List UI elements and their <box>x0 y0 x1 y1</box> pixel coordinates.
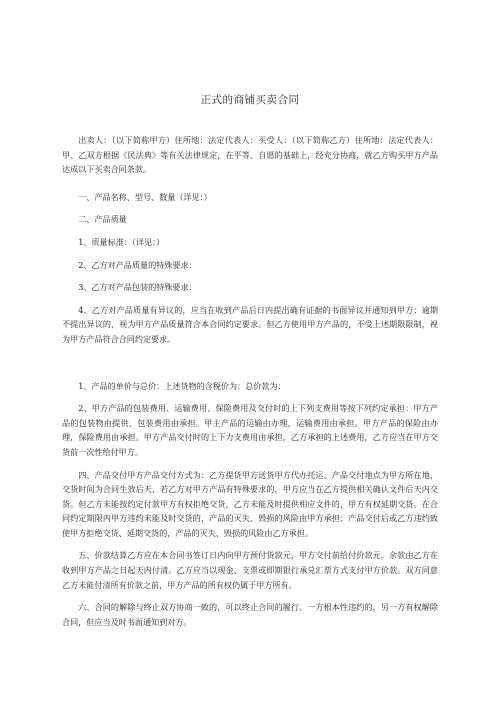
paragraph-section-1: 一、产品名称、型号、数量（详见：） <box>78 191 212 202</box>
paragraph-quality-standard: 1、质量标准：（详见：） <box>78 236 165 247</box>
paragraph-termination: 六、合同的解除与终止双方协商一致的，可以终止合同的履行。一方根本性违约的，另一方有权解除合同，但应当及时书面通知到对方。 <box>62 602 438 627</box>
paragraph-settlement: 五、价款结算乙方应在本合同书签订日内向甲方预付货款元，甲方交付前给付价款元，余款由乙方在收到甲方产品之日起天内付清。乙方应当以现金、支票或即期银行承兑汇票方式支付甲方价款。双方同意乙方未能付清所有价款之前，甲方产品的所有权仍属于甲方所有。 <box>62 550 438 590</box>
paragraph-quality-objection: 4、乙方对产品质量有异议的，应当在收到产品后日内提出确有证据的书面异议并通知到甲方；逾期不提出异议的，视为甲方产品质量符合本合同约定要求。但乙方使用甲方产品的，不受上述期限限制，视为甲方产品符合合同约定要求。 <box>62 304 438 344</box>
paragraph-parties: 出卖人：（以下简称甲方）住所地：法定代表人：买受人：（以下简称乙方）住所地：法定代表人：甲、乙双方根据《民法典》等有关法律规定，在平等、自愿的基础上，经充分协商，就乙方购买甲方产品达成以下买卖合同条款。 <box>62 135 438 175</box>
paragraph-section-2: 二、产品质量 <box>78 214 127 225</box>
paragraph-unit-price: 1、产品的单价与总价：上述货物的含税价为：总价款为： <box>78 380 286 391</box>
paragraph-quality-requirements: 2、乙方对产品质量的特殊要求： <box>78 259 197 270</box>
paragraph-packaging-requirements: 3、乙方对产品包装的特殊要求： <box>78 282 197 293</box>
page-title: 正式的商铺买卖合同 <box>200 94 300 106</box>
paragraph-costs: 2、甲方产品的包装费用、运输费用、保险费用及交付时的上下列支费用等按下列约定承担：甲方产品的包装物由提供，包装费用由承担。甲主产品的运输由办理，运输费用由承担。甲方产品的保险由办理，保险费用由承担。甲方产品交付时的上下力支费用由承担，乙方承担的上述费用，乙方应当在甲方交货前一次性给付甲方。 <box>62 403 438 457</box>
paragraph-delivery: 四、产品交付甲方产品交付方式为：乙方提货甲方送货甲方代办托运。产品交付地点为甲方所在地，交货时间为合同生效后天，若乙方对甲方产品有特殊要求的，甲方应当在乙方提供相关确认文件后天内交货。但乙方未能按约定付款甲方有权拒绝交货，乙方未能及时提供相应文件的，甲方有权延期交货。在合同约定期限内甲方违约未能及时交货的，产品的灭失、毁损的风险由甲方承担；产品交付后或乙方违约致使甲方拒绝交货、延期交货的，产品的灭失、毁损的风险由乙方承担。 <box>62 469 438 538</box>
